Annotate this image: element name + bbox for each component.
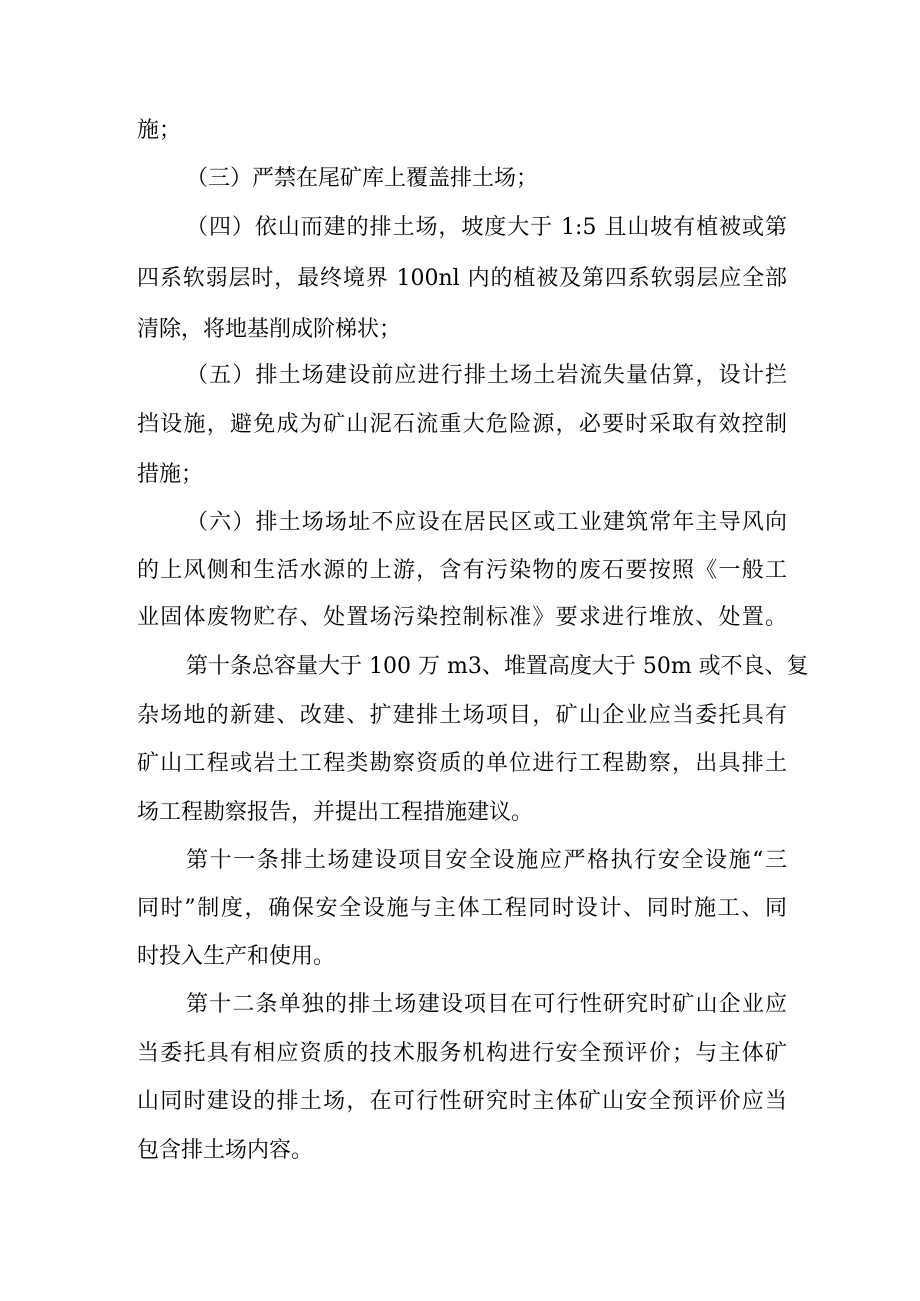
text-line: 挡设施，避免成为矿山泥石流重大危险源，必要时采取有效控制 (137, 412, 787, 437)
text-line: 的上风侧和生活水源的上游，含有污染物的废石要按照《一般工 (137, 558, 787, 583)
text-line: 矿山工程或岩土工程类勘察资质的单位进行工程勘察，出具排土 (137, 751, 787, 776)
text-line: 山同时建设的排土场，在可行性研究时主体矿山安全预评价应当 (137, 1089, 787, 1114)
text-line: 第十条总容量大于 100 万 m3、堆置高度大于 50m 或不良、复 (186, 654, 809, 679)
text-line: 措施； (137, 462, 204, 487)
text-line: 杂场地的新建、改建、扩建排土场项目，矿山企业应当委托具有 (137, 703, 787, 728)
text-line: （四）依山而建的排土场，坡度大于 1:5 且山坡有植被或第 (186, 215, 787, 240)
text-line: 同时”制度，确保安全设施与主体工程同时设计、同时施工、同 (137, 896, 787, 921)
text-line: 包含排土场内容。 (137, 1138, 314, 1163)
text-line: 当委托具有相应资质的技术服务机构进行安全预评价；与主体矿 (137, 1041, 787, 1066)
text-line: 清除，将地基削成阶梯状； (137, 317, 402, 342)
text-line: （五）排土场建设前应进行排土场土岩流失量估算，设计拦 (186, 363, 787, 388)
text-line: 第十二条单独的排土场建设项目在可行性研究时矿山企业应 (186, 992, 787, 1017)
text-line: （六）排土场场址不应设在居民区或工业建筑常年主导风向 (186, 510, 787, 535)
text-line: 四系软弱层时，最终境界 100nl 内的植被及第四系软弱层应全部 (137, 266, 787, 291)
text-line: 施； (137, 118, 182, 143)
text-line: 时投入生产和使用。 (137, 944, 336, 969)
text-line: 第十一条排土场建设项目安全设施应严格执行安全设施“三 (186, 848, 787, 873)
text-line: （三）严禁在尾矿库上覆盖排土场； (186, 166, 539, 191)
text-line: 业固体废物贮存、处置场污染控制标准》要求进行堆放、处置。 (137, 605, 787, 630)
text-line: 场工程勘察报告，并提出工程措施建议。 (137, 800, 534, 825)
